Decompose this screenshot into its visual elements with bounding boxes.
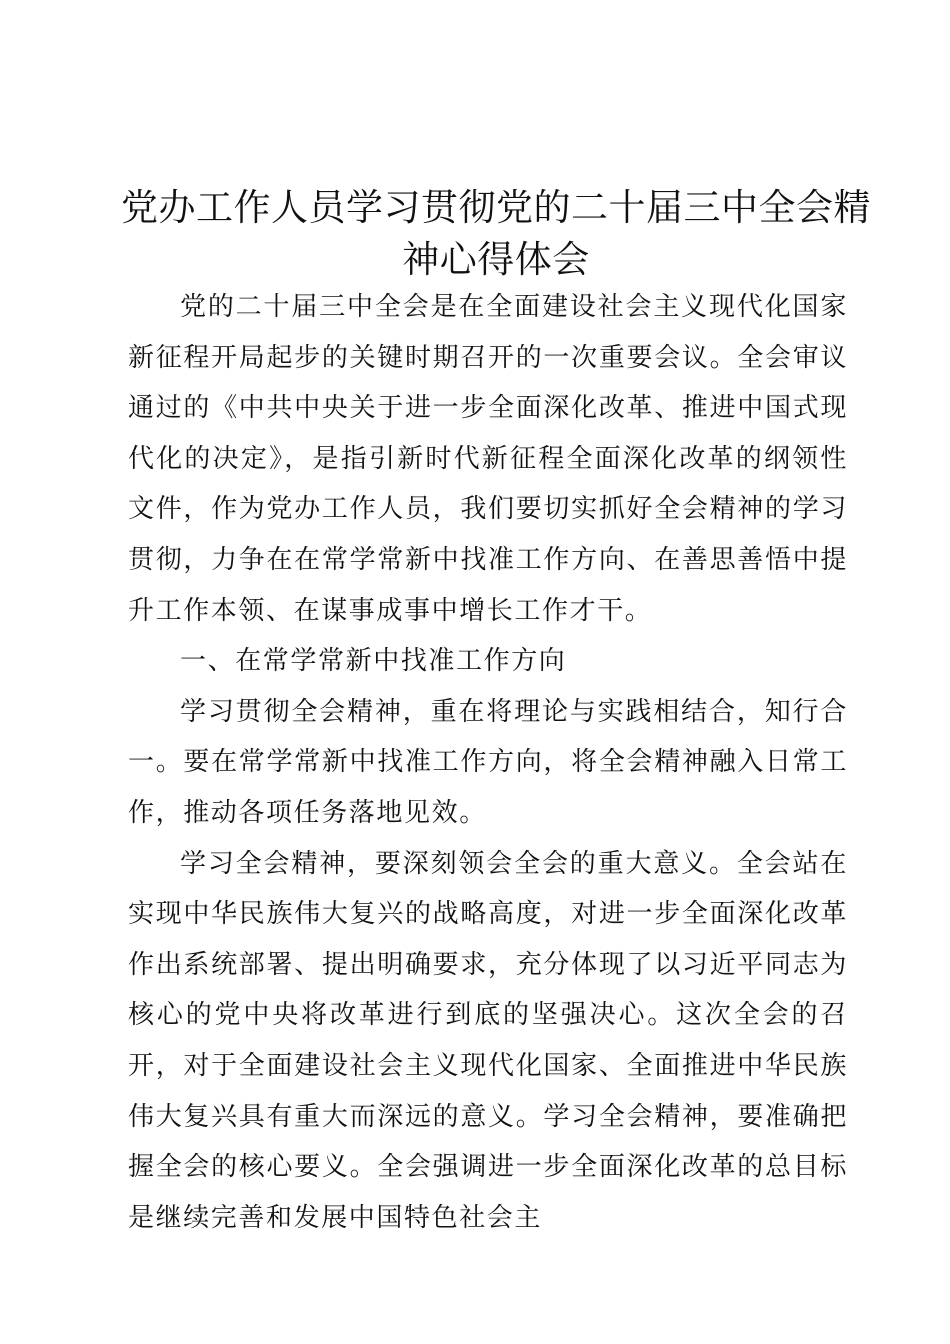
section1-paragraph-2: 学习全会精神，要深刻领会全会的重大意义。全会站在实现中华民族伟大复兴的战略高度，对进一步全面深化改革作出系统部署、提出明确要求，充分体现了以习近平同志为核心的党中央将改革进行到底的坚强决心。这次全会的召开，对于全面建设社会主义现代化国家、全面推进中华民族伟大复兴具有重大而深远的意义。学习全会精神，要准确把握全会的核心要义。全会强调进一步全面深化改革的总目标是继续完善和发展中国特色社会主 [128, 848, 848, 1233]
document-title: 党办工作人员学习贯彻党的二十届三中全会精神心得体会 [121, 186, 871, 281]
section-heading-1: 一、在常学常新中找准工作方向 [180, 646, 567, 677]
intro-paragraph: 党的二十届三中全会是在全面建设社会主义现代化国家新征程开局起步的关键时期召开的一次重要会议。全会审议通过的《中共中央关于进一步全面深化改革、推进中国式现代化的决定》，是指引新时代新征程全面深化改革的纲领性文件，作为党办工作人员，我们要切实抓好全会精神的学习贯彻，力争在在常学常新中找准工作方向、在善思善悟中提升工作本领、在谋事成事中增长工作才干。 [128, 292, 848, 626]
document-body [128, 282, 848, 1243]
section1-paragraph-1: 学习贯彻全会精神，重在将理论与实践相结合，知行合一。要在常学常新中找准工作方向，将全会精神融入日常工作，推动各项任务落地见效。 [128, 696, 848, 828]
